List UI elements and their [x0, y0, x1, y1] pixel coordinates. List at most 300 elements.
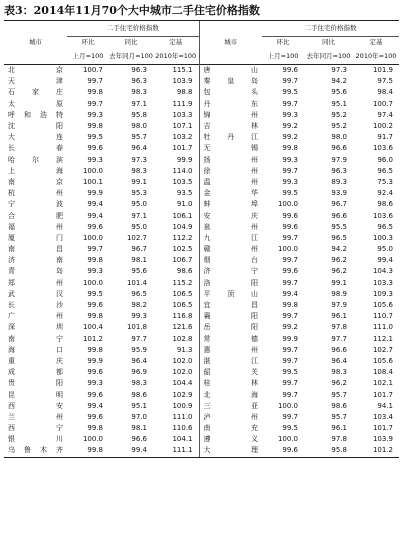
fixed-base-value: 99.9: [176, 155, 193, 164]
city-name: 兰州: [8, 412, 63, 421]
fixed-base-value: 99.4: [377, 256, 394, 265]
mom-value: 99.6: [87, 222, 103, 231]
table-row: [4, 76, 399, 87]
fixed-base-value: 121.6: [172, 323, 193, 332]
table-row: [4, 222, 399, 233]
fixed-base-value: 102.0: [172, 356, 193, 365]
fixed-base-value: 95.0: [377, 245, 394, 254]
table-row: [4, 166, 399, 177]
mom-value: 99.8: [282, 144, 298, 153]
price-index-table: [4, 20, 399, 458]
yoy-value: 98.0: [131, 122, 147, 131]
city-name: 包头: [199, 87, 262, 98]
mom-value: 99.5: [282, 368, 298, 377]
city-name: 济南: [8, 256, 63, 265]
table-row: [4, 177, 399, 188]
table-row: [4, 65, 399, 77]
yoy-value: 96.5: [331, 233, 347, 242]
city-name: 唐山: [199, 65, 262, 77]
yoy-value: 96.3: [331, 166, 347, 175]
mom-value: 99.3: [282, 177, 298, 186]
fixed-base-value: 102.0: [172, 368, 193, 377]
mom-value: 99.4: [87, 401, 103, 410]
yoy-value: 95.1: [331, 99, 347, 108]
fixed-base-value: 111.9: [172, 99, 193, 108]
fixed-base-value: 93.5: [176, 189, 193, 198]
mom-value: 99.7: [282, 278, 298, 287]
city-name: 贵阳: [8, 379, 63, 388]
table-row: [4, 132, 399, 143]
fixed-base-value: 111.0: [172, 412, 193, 421]
mom-value: 99.7: [282, 256, 298, 265]
yoy-value: 95.0: [131, 200, 147, 209]
mom-value: 99.2: [282, 122, 298, 131]
table-row: [4, 289, 399, 300]
yoy-value: 98.0: [331, 133, 347, 142]
mom-value: 100.7: [67, 65, 109, 77]
fixed-base-value: 104.3: [372, 267, 394, 276]
fixed-base-value: 101.2: [353, 445, 399, 457]
city-name: 上海: [8, 166, 63, 175]
yoy-value: 96.2: [331, 256, 347, 265]
yoy-value: 96.1: [331, 424, 347, 433]
yoy-value: 95.7: [331, 390, 347, 399]
city-name: 深圳: [8, 323, 63, 332]
yoy-value: 95.9: [131, 345, 147, 354]
mom-value: 99.5: [282, 189, 298, 198]
yoy-value: 96.7: [331, 200, 347, 209]
fixed-base: 2010年=100: [155, 51, 197, 60]
fixed-base-value: 98.8: [176, 88, 193, 97]
city-name: 安庆: [199, 210, 262, 221]
city-name: 太原: [8, 99, 63, 108]
table-row: [4, 210, 399, 221]
city-name: 济宁: [199, 266, 262, 277]
yoy-value: 95.7: [131, 133, 147, 142]
city-header-right: 城市: [199, 21, 262, 65]
fixed-base-value: 106.7: [172, 256, 193, 265]
city-name: 长春: [8, 144, 63, 153]
yoy-value: 96.2: [331, 379, 347, 388]
yoy-value: 89.3: [331, 177, 347, 186]
yoy-value: 98.9: [331, 289, 347, 298]
fixed-base-right: 2010年=100: [355, 51, 397, 60]
mom-value: 99.7: [87, 77, 103, 86]
fixed-base-value: 112.2: [172, 233, 193, 242]
mom-value: 99.8: [87, 345, 103, 354]
mom-value: 99.6: [87, 368, 103, 377]
city-name: 湛江: [199, 356, 262, 367]
city-name: 吉林: [199, 121, 262, 132]
yoy-value: 99.3: [131, 312, 147, 321]
city-name: 岳阳: [199, 322, 262, 333]
table-row: [4, 334, 399, 345]
fixed-base-value: 98.6: [377, 200, 394, 209]
mom-value: 100.0: [82, 166, 103, 175]
mom-value: 99.3: [87, 379, 103, 388]
fixed-base-value: 104.9: [172, 222, 193, 231]
yoy-value: 96.4: [331, 356, 347, 365]
yoy-value: 99.4: [109, 445, 153, 457]
yoy-value: 97.8: [331, 323, 347, 332]
fixed-base-value: 100.3: [372, 233, 394, 242]
yoy-value: 96.4: [131, 356, 147, 365]
city-name: 青岛: [8, 267, 63, 276]
yoy-value: 96.7: [131, 245, 147, 254]
city-name: 福州: [8, 222, 63, 231]
yoy-value: 97.8: [331, 435, 347, 444]
fixed-base-value: 107.1: [172, 122, 193, 131]
city-name: 长沙: [8, 301, 63, 310]
table-row: [4, 345, 399, 356]
table-title: 表3：2014年11月70个大中城市二手住宅价格指数: [4, 4, 260, 17]
city-name: 平顶山: [199, 289, 262, 300]
yoy-value: 95.8: [131, 110, 147, 119]
mom-value: 99.7: [282, 312, 298, 321]
mom-value: 99.7: [282, 77, 298, 86]
fixed-base-value: 111.0: [372, 323, 394, 332]
city-name: 遵义: [199, 434, 262, 445]
city-name: 西安: [8, 401, 63, 410]
city-name: 三亚: [199, 401, 262, 412]
city-name: 九江: [199, 233, 262, 244]
fixed-base-value: 103.3: [172, 110, 193, 119]
table-row: [4, 155, 399, 166]
mom-value: 99.7: [87, 245, 103, 254]
fixed-base-value: 106.1: [172, 211, 193, 220]
yoy-value: 96.4: [131, 144, 147, 153]
mom-value: 100.1: [82, 177, 103, 186]
mom-value: 99.4: [87, 200, 103, 209]
mom-value: 99.7: [282, 390, 298, 399]
city-name: 惠州: [199, 345, 262, 356]
fixed-base-value: 103.6: [372, 211, 394, 220]
city-name: 西宁: [8, 424, 63, 433]
city-name: 锦州: [199, 110, 262, 121]
mom-value: 99.5: [87, 289, 103, 298]
table-row: [4, 401, 399, 412]
mom-value: 99.6: [282, 267, 298, 276]
mom-value: 99.9: [87, 356, 103, 365]
fixed-base-value: 98.4: [377, 88, 394, 97]
yoy-value: 98.2: [131, 301, 147, 310]
mom-value: 99.6: [87, 412, 103, 421]
fixed-base-value: 116.8: [172, 312, 193, 321]
fixed-base-value: 104.4: [172, 379, 193, 388]
yoy-value: 96.3: [131, 77, 147, 86]
table-row: [4, 322, 399, 333]
mom-value: 99.2: [282, 323, 298, 332]
mom-value: 99.6: [87, 144, 103, 153]
fixed-base-value: 96.0: [377, 155, 394, 164]
fixed-base-value: 97.5: [377, 77, 394, 86]
table-row: [4, 423, 399, 434]
mom-value: 101.2: [82, 334, 103, 343]
mom-value: 99.8: [67, 445, 109, 457]
mom-value: 99.7: [282, 356, 298, 365]
yoy-value: 97.7: [331, 334, 347, 343]
yoy-base-right: 去年同月=100: [306, 51, 351, 60]
city-name: 昆明: [8, 390, 63, 399]
fixed-base-value: 101.9: [353, 65, 399, 77]
city-name: 桂林: [199, 378, 262, 389]
city-name: 郑州: [8, 278, 63, 287]
city-name: 无锡: [199, 143, 262, 154]
fixed-base-value: 109.3: [372, 289, 394, 298]
city-name: 韶关: [199, 367, 262, 378]
city-name: 杭州: [8, 189, 63, 198]
city-name: 厦门: [8, 233, 63, 242]
mom-value: 99.8: [87, 122, 103, 131]
yoy-value: 102.7: [126, 233, 147, 242]
city-name: 广州: [8, 312, 63, 321]
fixed-base-value: 103.9: [172, 77, 193, 86]
table-row: [4, 445, 399, 457]
yoy-value: 95.3: [131, 189, 147, 198]
city-name: 沈阳: [8, 122, 63, 131]
table-row: [4, 389, 399, 400]
fixed-base-value: 115.2: [172, 278, 193, 287]
fixed-base-value: 97.4: [377, 110, 394, 119]
city-name: 大连: [8, 133, 63, 142]
mom-value: 100.0: [82, 233, 103, 242]
mom-value: 99.3: [87, 267, 103, 276]
mom-value: 99.8: [87, 424, 103, 433]
mom-value: 99.3: [87, 110, 103, 119]
city-name: 宜昌: [199, 300, 262, 311]
fixed-base-value: 105.6: [372, 356, 394, 365]
city-name: 成都: [8, 368, 63, 377]
yoy-value: 94.2: [331, 77, 347, 86]
fixed-base-value: 91.7: [377, 133, 394, 142]
fixed-base-value: 91.3: [176, 345, 193, 354]
mom-base: 上月=100: [72, 51, 104, 60]
city-name: 徐州: [199, 166, 262, 177]
mom-value: 99.8: [282, 301, 298, 310]
yoy-value: 99.1: [331, 278, 347, 287]
mom-value: 100.0: [277, 401, 298, 410]
mom-value: 99.8: [87, 88, 103, 97]
city-name: 天津: [8, 77, 63, 86]
yoy-value: 101.8: [126, 323, 147, 332]
city-name: 扬州: [199, 155, 262, 166]
mom-value: 100.0: [277, 200, 298, 209]
mom-value: 99.2: [282, 133, 298, 142]
city-name: 呼和浩特: [8, 110, 63, 119]
fixed-base-value: 102.8: [172, 334, 193, 343]
table-row: [4, 356, 399, 367]
city-name: 乌鲁木齐: [4, 445, 67, 457]
mom-value: 99.8: [87, 256, 103, 265]
city-name: 南京: [8, 177, 63, 186]
table-row: [4, 110, 399, 121]
yoy-value: 95.0: [131, 222, 147, 231]
yoy-value: 98.6: [131, 390, 147, 399]
fixed-base-value: 103.3: [372, 278, 394, 287]
yoy-value: 93.9: [331, 189, 347, 198]
yoy-value: 96.6: [131, 435, 147, 444]
fixed-base-value: 101.7: [372, 424, 394, 433]
yoy-value: 95.2: [331, 110, 347, 119]
mom-value: 99.5: [87, 133, 103, 142]
table-row: [4, 121, 399, 132]
table-row: [4, 199, 399, 210]
mom-value: 99.7: [282, 99, 298, 108]
yoy-value: 98.3: [131, 379, 147, 388]
fixed-base-value: 101.7: [172, 144, 193, 153]
city-name: 牡丹江: [199, 132, 262, 143]
mom-value: 99.6: [282, 211, 298, 220]
fixed-base-value: 108.4: [372, 368, 394, 377]
mom-value: 99.6: [87, 390, 103, 399]
yoy-value: 96.5: [131, 289, 147, 298]
mom-value: 99.7: [282, 233, 298, 242]
index-group-header-right: 二手住宅价格指数: [262, 21, 399, 37]
fixed-header: 定基: [169, 37, 183, 46]
yoy-value: 96.9: [131, 368, 147, 377]
fixed-base-value: 110.7: [372, 312, 394, 321]
city-name: 常德: [199, 334, 262, 345]
mom-value: 99.7: [282, 412, 298, 421]
mom-value: 99.9: [282, 334, 298, 343]
mom-value: 100.0: [82, 435, 103, 444]
yoy-value: 97.1: [131, 99, 147, 108]
yoy-value: 95.6: [331, 88, 347, 97]
fixed-base-value: 96.5: [377, 222, 394, 231]
yoy-value: 97.9: [331, 301, 347, 310]
table-row: [4, 255, 399, 266]
mom-value: 99.7: [282, 345, 298, 354]
yoy-value: 96.2: [331, 267, 347, 276]
yoy-value: 95.6: [131, 267, 147, 276]
yoy-header-right: 同比: [322, 37, 335, 46]
fixed-base-value: 106.5: [172, 301, 193, 310]
table-row: [4, 244, 399, 255]
mom-value: 99.3: [87, 155, 103, 164]
city-name: 北京: [4, 65, 67, 77]
yoy-value: 101.4: [126, 278, 147, 287]
mom-header-right: 环比: [276, 37, 290, 46]
fixed-base-value: 115.1: [153, 65, 199, 77]
yoy-value: 96.6: [331, 211, 347, 220]
fixed-base-value: 100.9: [172, 401, 193, 410]
fixed-base-value: 102.5: [172, 245, 193, 254]
yoy-value: 98.1: [131, 256, 147, 265]
fixed-header-right: 定基: [369, 37, 383, 46]
mom-value: 99.6: [87, 301, 103, 310]
city-name: 烟台: [199, 255, 262, 266]
index-group-header: 二手住宅价格指数: [67, 21, 199, 37]
city-name: 北海: [199, 389, 262, 400]
city-name: 温州: [199, 177, 262, 188]
fixed-base-value: 103.4: [372, 412, 394, 421]
yoy-value: 99.1: [131, 177, 147, 186]
yoy-value: 98.3: [131, 88, 147, 97]
yoy-value: 97.7: [131, 334, 147, 343]
fixed-base-value: 92.4: [377, 189, 394, 198]
mom-value: 99.6: [282, 222, 298, 231]
yoy-value: 97.3: [304, 65, 353, 77]
yoy-value: 96.6: [331, 144, 347, 153]
yoy-value: 95.8: [304, 445, 353, 457]
yoy-value: 95.7: [331, 412, 347, 421]
yoy-value: 97.3: [131, 155, 147, 164]
fixed-base-value: 103.2: [172, 133, 193, 142]
city-name: 南昌: [8, 245, 63, 254]
city-name: 大理: [199, 445, 262, 457]
fixed-base-value: 102.7: [372, 345, 394, 354]
city-name: 泸州: [199, 412, 262, 423]
table-row: [4, 434, 399, 445]
yoy-value: 95.2: [331, 122, 347, 131]
yoy-value: 98.3: [131, 166, 147, 175]
table-row: [4, 278, 399, 289]
table-row: [4, 143, 399, 154]
fixed-base-value: 106.5: [172, 289, 193, 298]
city-name: 石家庄: [8, 88, 63, 97]
table-row: [4, 378, 399, 389]
fixed-base-value: 105.6: [372, 301, 394, 310]
yoy-value: 97.0: [131, 412, 147, 421]
table-row: [4, 188, 399, 199]
yoy-value: 96.3: [109, 65, 153, 77]
yoy-header: 同比: [124, 37, 138, 46]
city-name: 襄阳: [199, 311, 262, 322]
city-name: 宁波: [8, 200, 63, 209]
yoy-value: 98.3: [331, 368, 347, 377]
table-row: [4, 412, 399, 423]
mom-value: 99.5: [282, 88, 298, 97]
fixed-base-value: 102.1: [372, 379, 394, 388]
table-row: [4, 311, 399, 322]
city-header: 城市: [4, 21, 67, 65]
fixed-base-value: 112.1: [372, 334, 394, 343]
fixed-base-value: 75.3: [377, 177, 394, 186]
mom-value: 99.7: [282, 379, 298, 388]
city-name: 武汉: [8, 289, 63, 298]
fixed-base-value: 114.0: [172, 166, 193, 175]
mom-value: 99.4: [87, 211, 103, 220]
table-row: [4, 300, 399, 311]
fixed-base-value: 100.7: [372, 99, 394, 108]
mom-value: 100.0: [82, 278, 103, 287]
fixed-base-value: 104.1: [172, 435, 193, 444]
city-name: 秦皇岛: [199, 76, 262, 87]
table-row: [4, 99, 399, 110]
city-name: 蚌埠: [199, 199, 262, 210]
table-row: [4, 233, 399, 244]
yoy-value: 96.1: [331, 312, 347, 321]
city-name: 南宁: [8, 334, 63, 343]
fixed-base-value: 91.0: [176, 200, 193, 209]
city-name: 泉州: [199, 222, 262, 233]
yoy-value: 98.6: [331, 401, 347, 410]
mom-value: 100.0: [277, 435, 298, 444]
fixed-base-value: 100.2: [372, 122, 394, 131]
city-name: 丹东: [199, 99, 262, 110]
yoy-value: 95.1: [131, 401, 147, 410]
city-name: 银川: [8, 435, 63, 444]
mom-value: 99.5: [282, 424, 298, 433]
mom-value: 99.3: [282, 110, 298, 119]
fixed-base-value: 111.1: [153, 445, 199, 457]
mom-base-right: 上月=100: [267, 51, 299, 60]
city-name: 海口: [8, 345, 63, 354]
city-name: 南充: [199, 423, 262, 434]
mom-value: 100.0: [277, 245, 298, 254]
city-name: 金华: [199, 188, 262, 199]
city-name: 洛阳: [199, 278, 262, 289]
